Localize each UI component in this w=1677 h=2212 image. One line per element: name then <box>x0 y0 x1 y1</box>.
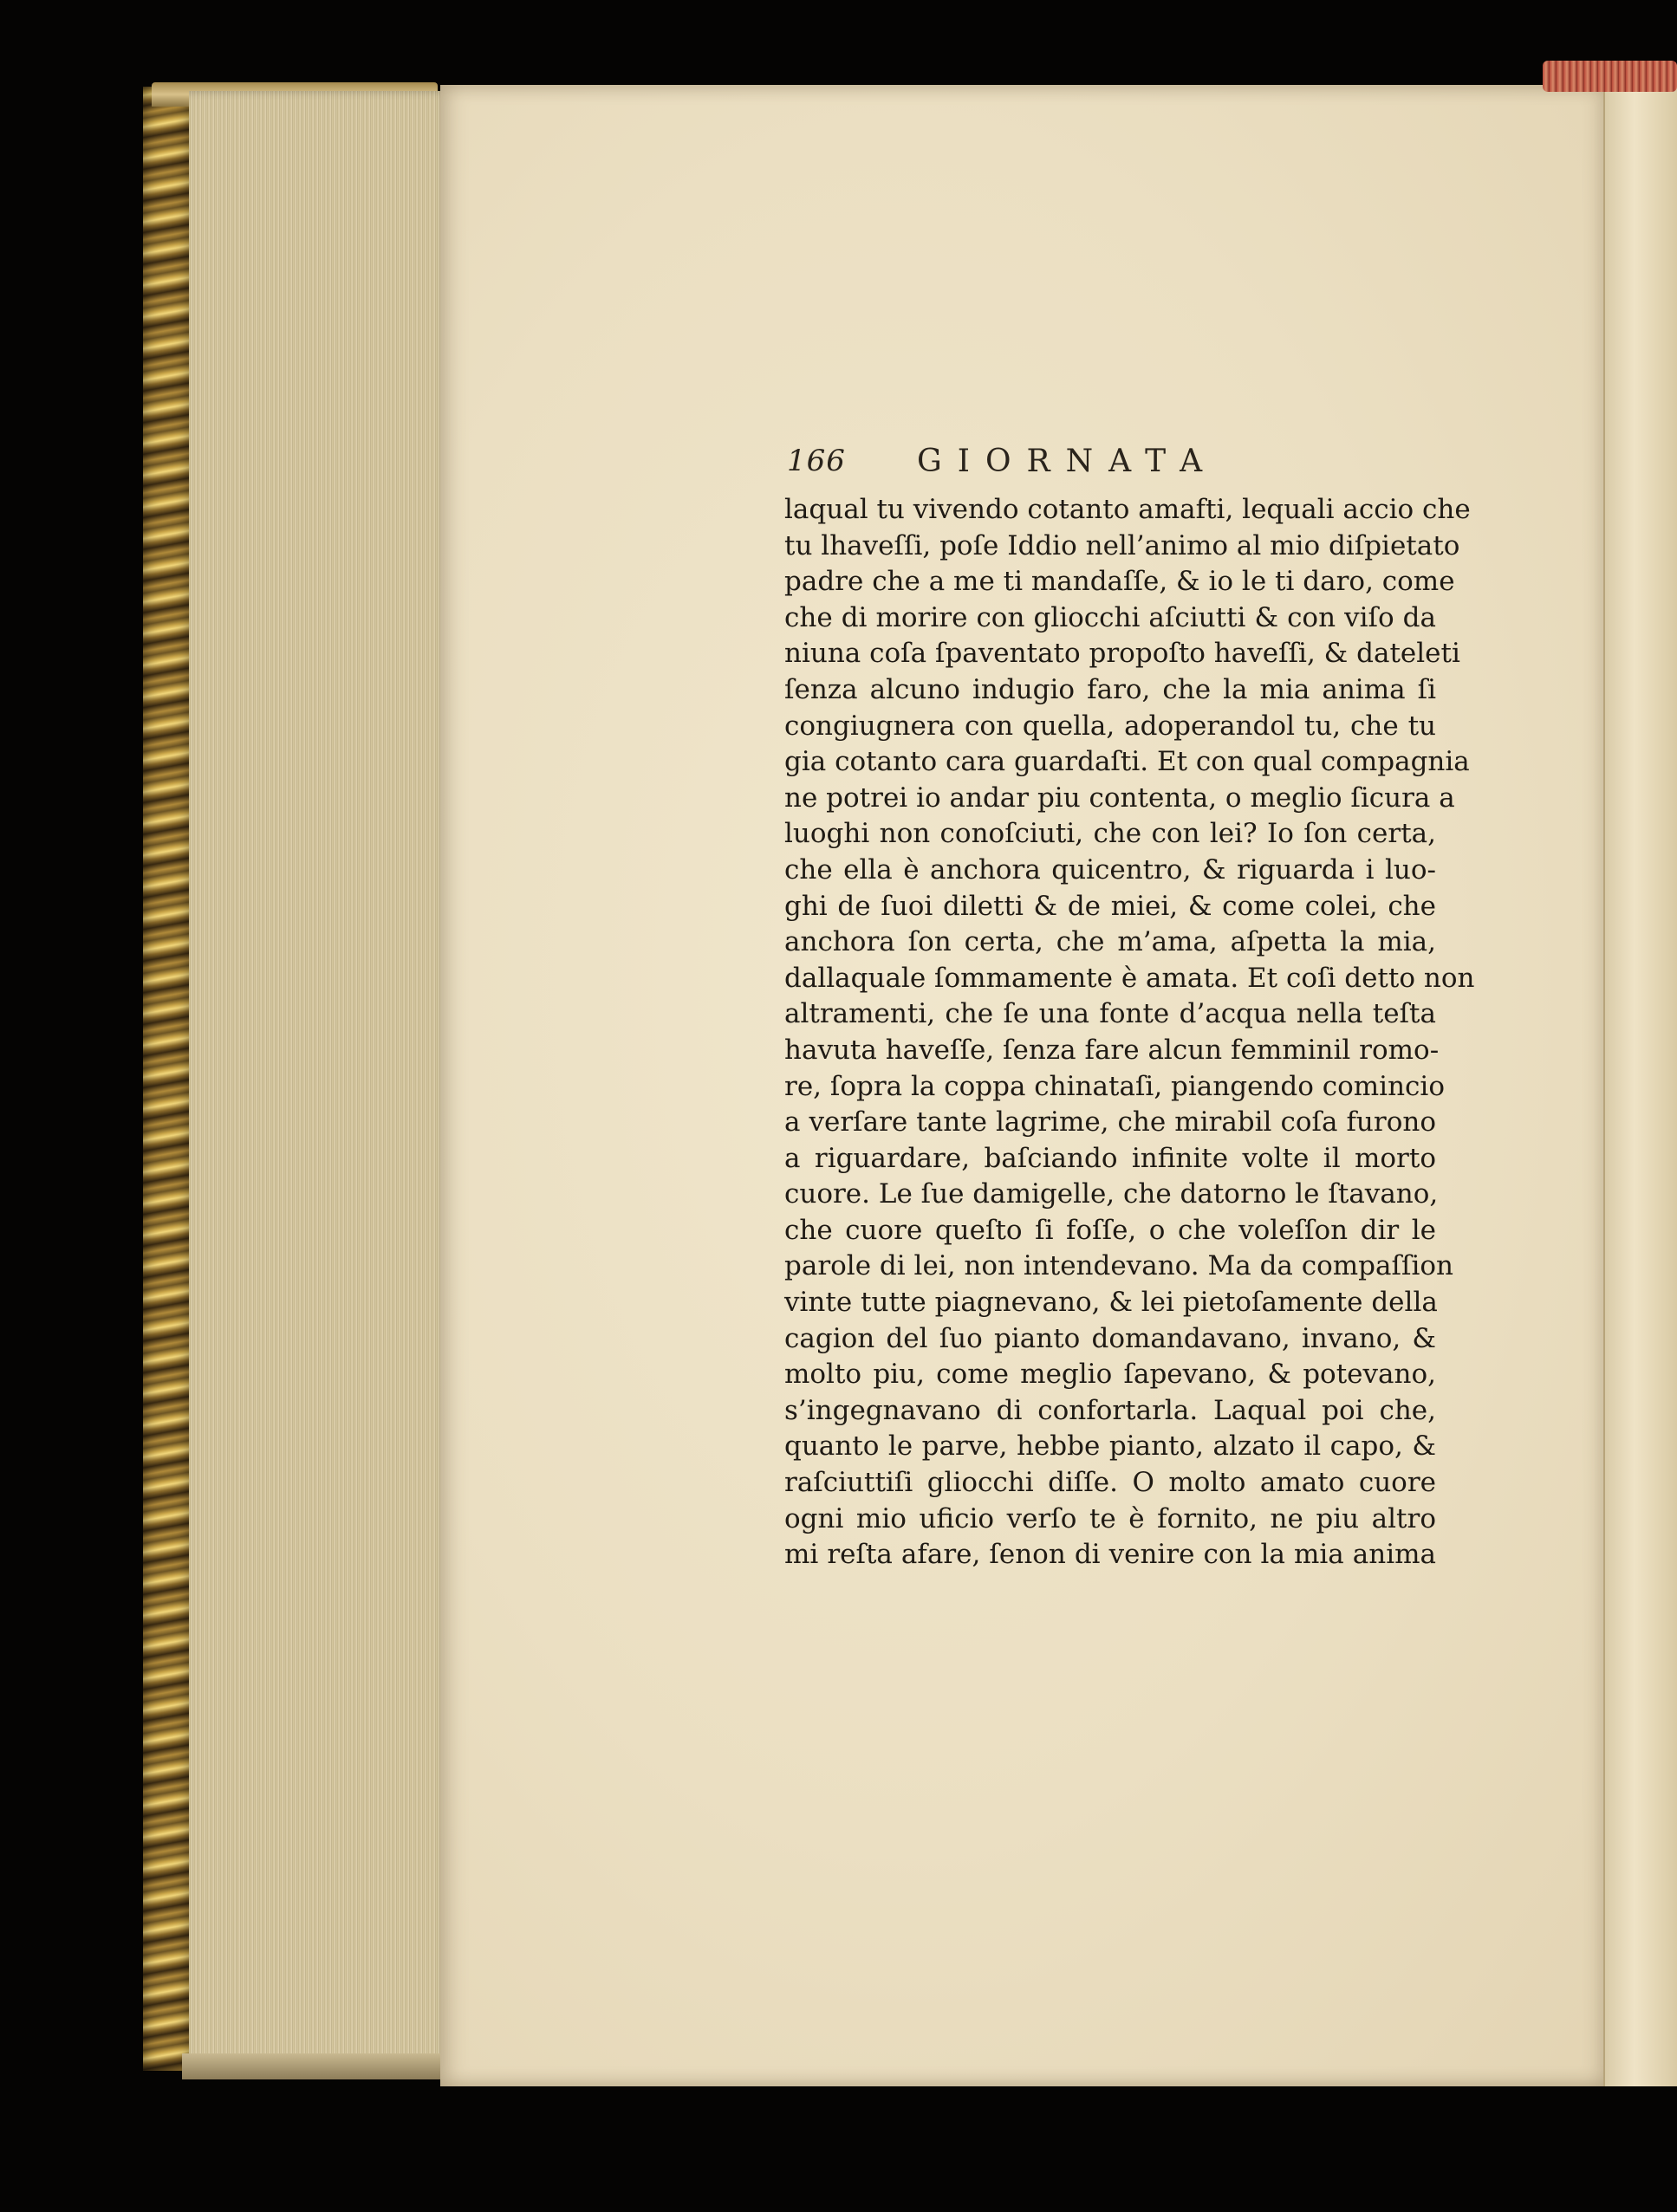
text-line: raſciuttiſi gliocchi diſſe. O molto amato cuore <box>784 1467 1436 1499</box>
text-line: che cuore queſto ſi foſſe, o che voleſſon dir le <box>784 1214 1436 1246</box>
text-line: re, ſopra la coppa chinataſi, piangendo comincio <box>784 1070 1445 1102</box>
text-line: quanto le parve, hebbe pianto, alzato il capo, & <box>784 1430 1436 1463</box>
text-line: laqual tu vivendo cotanto amafti, lequali accio che <box>784 494 1471 525</box>
text-line: ghi de ſuoi diletti & de miei, & come colei, che <box>784 890 1436 922</box>
running-title: GIORNATA <box>917 444 1219 479</box>
text-line: dallaquale ſommamente è amata. Et coſi detto non <box>784 962 1475 994</box>
text-line: anchora ſon certa, che m’ama, aſpetta la mia, <box>784 926 1436 958</box>
text-line: gia cotanto cara guardaſti. Et con qual compagnia <box>784 746 1470 778</box>
text-line: mi reſta afare, ſenon di venire con la mia anima <box>784 1539 1436 1571</box>
text-line: ogni mio uficio verſo te è fornito, ne piu altro <box>784 1502 1436 1534</box>
text-line: padre che a me ti mandaſſe, & io le ti daro, come <box>784 566 1455 598</box>
headband <box>1543 61 1677 92</box>
text-line: ſenza alcuno indugio faro, che la mia anima ſi <box>784 673 1436 705</box>
text-line: vinte tutte piagnevano, & lei pietoſamente della <box>784 1287 1438 1319</box>
text-line: che ella è anchora quicentro, & riguarda i luo- <box>784 853 1436 885</box>
text-line: molto piu, come meglio ſapevano, & potevano, <box>784 1359 1436 1391</box>
page-edges <box>189 91 449 2066</box>
text-line: a verſare tante lagrime, che mirabil coſa furono <box>784 1106 1436 1138</box>
text-line: a riguardare, baſciando infinite volte il morto <box>784 1142 1436 1174</box>
facing-page-edge <box>1603 85 1677 2086</box>
text-line: s’ingegnavano di confortarla. Laqual poi che, <box>784 1394 1436 1426</box>
text-line: niuna coſa ſpaventato propoſto haveſſi, & dateleti <box>784 638 1460 670</box>
page-number: 166 <box>787 444 846 478</box>
text-line: havuta haveſſe, ſenza fare alcun femminil romo- <box>784 1034 1440 1066</box>
gilt-spine <box>143 87 193 2071</box>
text-line: che di morire con gliocchi aſciutti & con viſo da <box>784 601 1436 633</box>
text-line: congiugnera con quella, adoperandol tu, che tu <box>784 710 1436 742</box>
running-head <box>787 444 1290 487</box>
text-line: altramenti, che ſe una fonte d’acqua nella teſta <box>784 998 1436 1030</box>
text-line: luoghi non conoſciuti, che con lei? Io ſon certa, <box>784 818 1436 850</box>
text-line: cuore. Le ſue damigelle, che datorno le ſtavano, <box>784 1178 1439 1210</box>
text-line: parole di lei, non intendevano. Ma da compaſſion <box>784 1250 1453 1282</box>
text-line: tu lhaveſſi, poſe Iddio nell’animo al mio diſpietato <box>784 529 1460 561</box>
text-block <box>784 492 1475 1573</box>
page-edges-bottom <box>182 2053 459 2079</box>
text-line: cagion del ſuo pianto domandavano, invano, & <box>784 1322 1436 1354</box>
text-line: ne potrei io andar piu contenta, o meglio ſicura a <box>784 782 1455 814</box>
